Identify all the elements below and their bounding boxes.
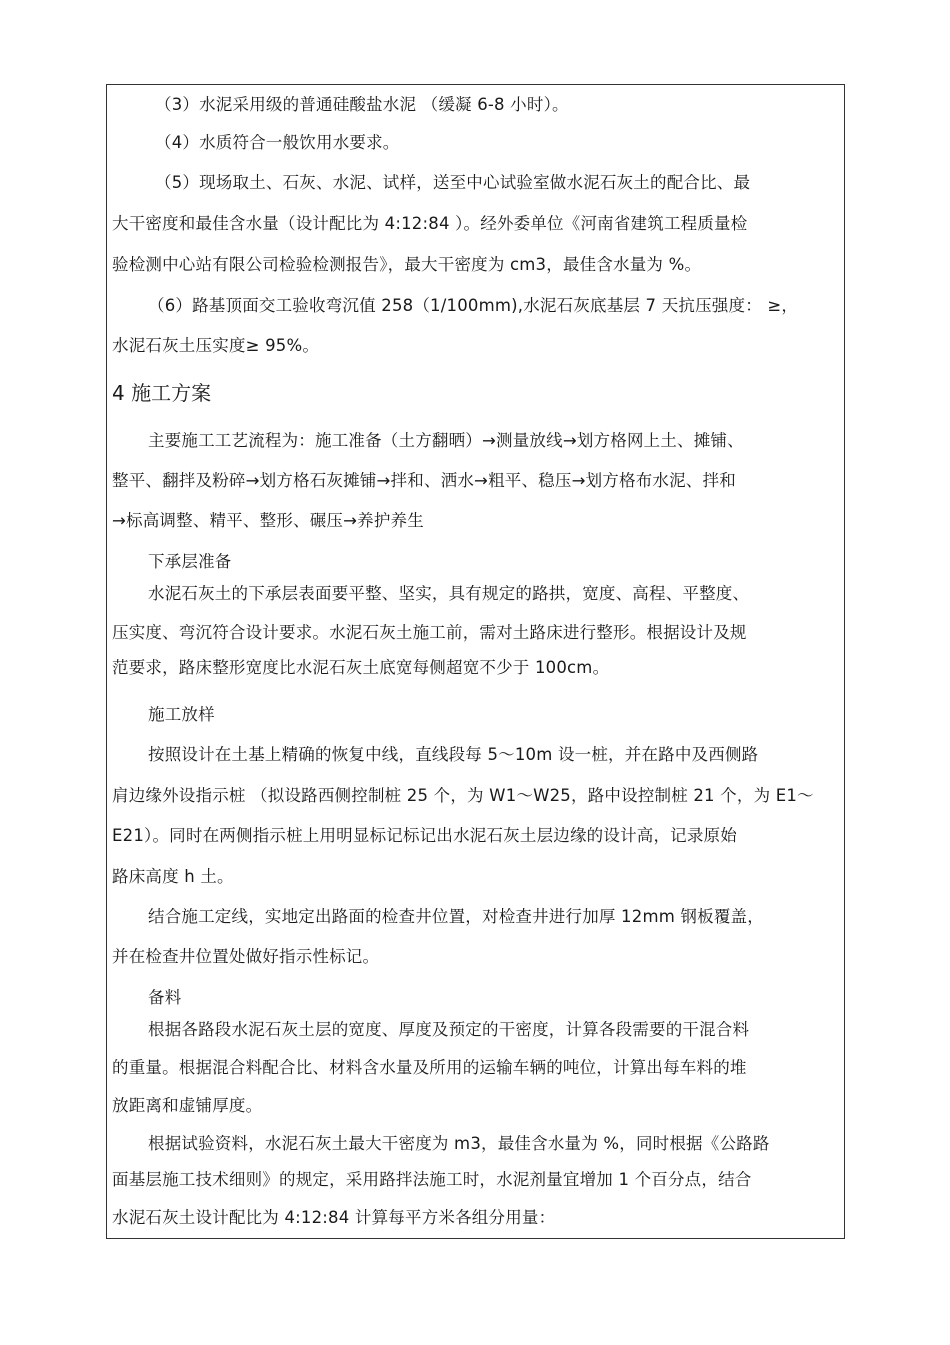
- paragraph-line: 范要求，路床整形宽度比水泥石灰土底宽每侧超宽不少于 100cm。: [112, 658, 610, 677]
- paragraph-line: 水泥石灰土压实度≥ 95%。: [112, 336, 320, 355]
- paragraph-line: 水泥石灰土的下承层表面要平整、坚实，具有规定的路拱，宽度、高程、平整度、: [148, 584, 750, 603]
- paragraph-line: 肩边缘外设指示桩 （拟设路西侧控制桩 25 个，为 W1～W25，路中设控制桩 21 个，为 E1～: [112, 786, 814, 805]
- section-heading: 4 施工方案: [112, 381, 212, 405]
- paragraph-line: 验检测中心站有限公司检验检测报告》，最大干密度为 cm3，最佳含水量为 %。: [112, 255, 702, 274]
- paragraph-line: 主要施工工艺流程为：施工准备（土方翻晒）→测量放线→划方格网上土、摊铺、: [148, 431, 744, 450]
- paragraph-line: 结合施工定线，实地定出路面的检查井位置，对检查井进行加厚 12mm 钢板覆盖，: [148, 907, 764, 926]
- paragraph-line: →标高调整、精平、整形、碾压→养护养生: [112, 511, 424, 530]
- paragraph-line: 大干密度和最佳含水量（设计配比为 4:12:84 ）。经外委单位《河南省建筑工程质量检: [112, 214, 748, 233]
- paragraph-line: 根据各路段水泥石灰土层的宽度、厚度及预定的干密度，计算各段需要的干混合料: [148, 1020, 750, 1039]
- paragraph-line: （5）现场取土、石灰、水泥、试样，送至中心试验室做水泥石灰土的配合比、最: [155, 173, 751, 192]
- paragraph-line: 放距离和虚铺厚度。: [112, 1096, 263, 1115]
- paragraph-line: 面基层施工技术细则》的规定，采用路拌法施工时，水泥剂量宜增加 1 个百分点，结合: [112, 1170, 752, 1189]
- subheading: 施工放样: [148, 705, 215, 724]
- paragraph-line: 按照设计在土基上精确的恢复中线，直线段每 5～10m 设一桩，并在路中及西侧路: [148, 745, 759, 764]
- paragraph-line: 路床高度 h 土。: [112, 867, 234, 886]
- paragraph-line: （4）水质符合一般饮用水要求。: [155, 133, 400, 152]
- paragraph-line: 压实度、弯沉符合设计要求。水泥石灰土施工前，需对土路床进行整形。根据设计及规: [112, 623, 747, 642]
- paragraph-line: 根据试验资料，水泥石灰土最大干密度为 m3，最佳含水量为 %，同时根据《公路路: [148, 1134, 770, 1153]
- paragraph-line: 整平、翻拌及粉碎→划方格石灰摊铺→拌和、洒水→粗平、稳压→划方格布水泥、拌和: [112, 471, 736, 490]
- paragraph-line: （3）水泥采用级的普通硅酸盐水泥 （缓凝 6-8 小时）。: [155, 95, 569, 114]
- subheading: 下承层准备: [148, 552, 232, 571]
- paragraph-line: 水泥石灰土设计配比为 4:12:84 计算每平方米各组分用量：: [112, 1208, 556, 1227]
- paragraph-line: E21）。同时在两侧指示桩上用明显标记标记出水泥石灰土层边缘的设计高，记录原始: [112, 826, 737, 845]
- paragraph-line: 的重量。根据混合料配合比、材料含水量及所用的运输车辆的吨位，计算出每车料的堆: [112, 1058, 747, 1077]
- paragraph-line: （6）路基顶面交工验收弯沉值 258（1/100mm),水泥石灰底基层 7 天抗压强度： ≥，: [148, 296, 799, 315]
- subheading: 备料: [148, 988, 182, 1007]
- paragraph-line: 并在检查井位置处做好指示性标记。: [112, 947, 380, 966]
